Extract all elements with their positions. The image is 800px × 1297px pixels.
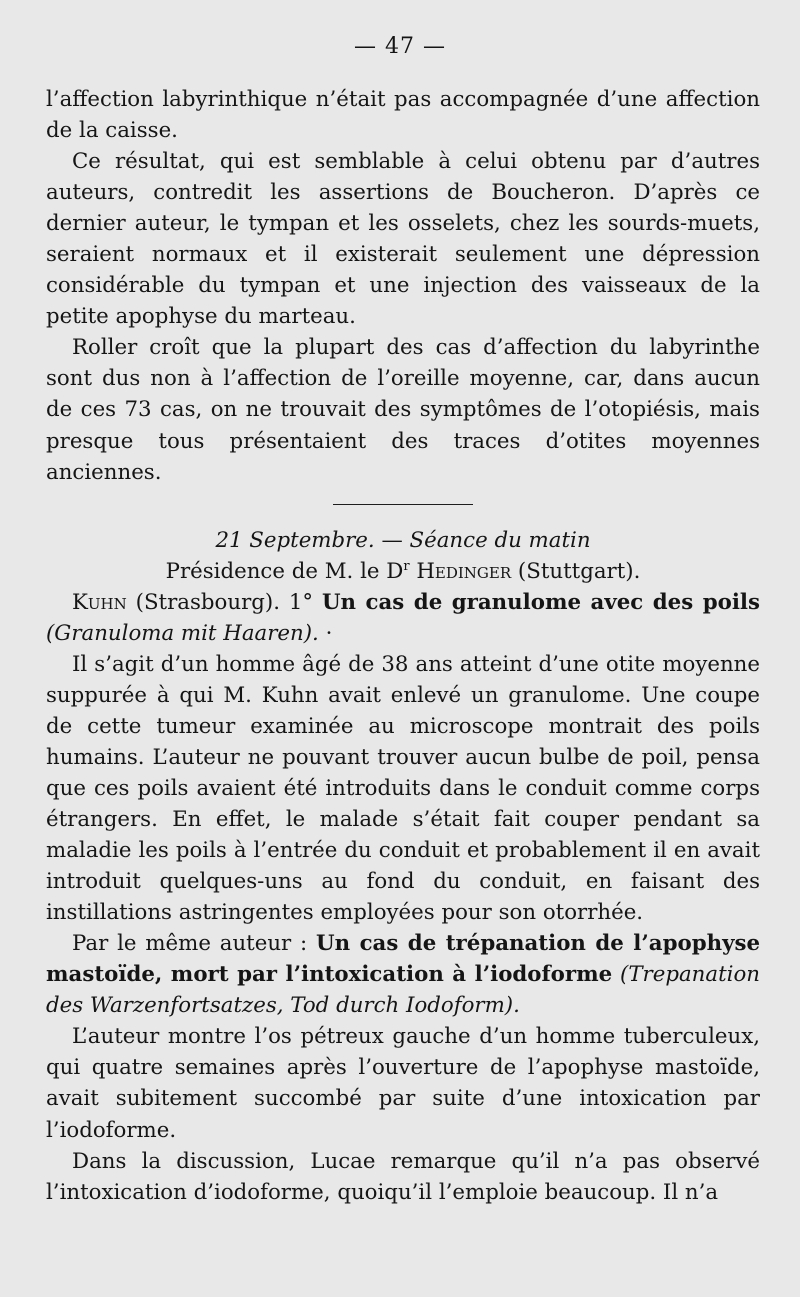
author-kuhn: Kuhn bbox=[72, 589, 127, 615]
paragraph-trepanation-heading bbox=[46, 928, 760, 1021]
page-number: — 47 — bbox=[354, 34, 446, 59]
session-dash: — bbox=[374, 527, 410, 553]
session-date: 21 Septembre. bbox=[215, 527, 375, 553]
paragraph-continuation: l’affection labyrinthique n’était pas accompagnée d’une affection de la caisse. bbox=[46, 87, 760, 144]
presidency-sup: r bbox=[403, 558, 410, 574]
president-name: Hedinger bbox=[416, 558, 512, 584]
paragraph-granulome-case: Il s’agit d’un homme âgé de 38 ans atteint d’une otite moyenne suppurée à qui M. Kuhn avait enlevé un granulome. Une coupe de cette tumeur examinée au microscope montrait des poils humains. L’auteur ne pouvant trouver aucun bulbe de poil, pensa que ces poils avaient été introduits dans le conduit comme corps étrangers. En effet, le malade s’était fait couper pendant sa maladie les poils à l’entrée du conduit et probablement il en avait introduit quelques-uns au fond du conduit, en faisant des instillations astringentes employées pour son otorrhée. bbox=[46, 651, 760, 926]
communication-translation-trepanation: (Trepanation des Warzenfortsatzes, Tod durch Iodoform). bbox=[46, 962, 760, 1019]
presidency-prefix: Présidence de M. le D bbox=[165, 558, 404, 584]
presidency-line bbox=[46, 556, 760, 587]
paragraph-kuhn-heading bbox=[46, 587, 760, 649]
page-body bbox=[46, 84, 760, 1208]
paragraph-trepanation-case: L’auteur montre l’os pétreux gauche d’un homme tuberculeux, qui quatre semaines après l’ouverture de l’apophyse mastoïde, avait subitement succombé par suite d’une intoxication par l’iodoforme. bbox=[46, 1024, 760, 1143]
session-heading bbox=[46, 525, 760, 556]
paragraph-discussion: Dans la discussion, Lucae remarque qu’il n’a pas observé l’intoxication d’iodoforme, quoiqu’il l’emploie beaucoup. Il n’a bbox=[46, 1148, 760, 1205]
presidency-city: (Stuttgart). bbox=[511, 558, 641, 584]
communication-translation-granulome: (Granuloma mit Haaren). bbox=[46, 620, 319, 646]
paragraph-roller: Roller croît que la plupart des cas d’affection du labyrinthe sont dus non à l’affection de l’oreille moyenne, car, dans aucun de ces 73 cas, on ne trouvait des symptômes de l’otopiésis, mais presque tous présentaient des traces d’otites moyennes anciennes. bbox=[46, 335, 760, 485]
spacer bbox=[612, 962, 620, 987]
communication-title-trepanation: Un cas de trépanation de l’apophyse mastoïde, mort par l’intoxication à l’iodoforme bbox=[46, 931, 760, 988]
trailing-mark: · bbox=[318, 620, 333, 646]
paragraph-boucheron: Ce résultat, qui est semblable à celui obtenu par d’autres auteurs, contredit les assertions de Boucheron. D’après ce dernier auteur, le tympan et les osselets, chez les sourds-muets, seraient normaux et il existerait seulement une dépression considérable du tympan et une injection des vaisseaux de la petite apophyse du marteau. bbox=[46, 149, 760, 330]
author-kuhn-city: (Strasbourg). 1° bbox=[126, 589, 322, 615]
same-author-intro: Par le même auteur : bbox=[72, 931, 317, 957]
session-name: Séance du matin bbox=[409, 527, 591, 553]
communication-title-granulome: Un cas de granulome avec des poils bbox=[321, 589, 760, 615]
section-divider bbox=[333, 504, 473, 505]
